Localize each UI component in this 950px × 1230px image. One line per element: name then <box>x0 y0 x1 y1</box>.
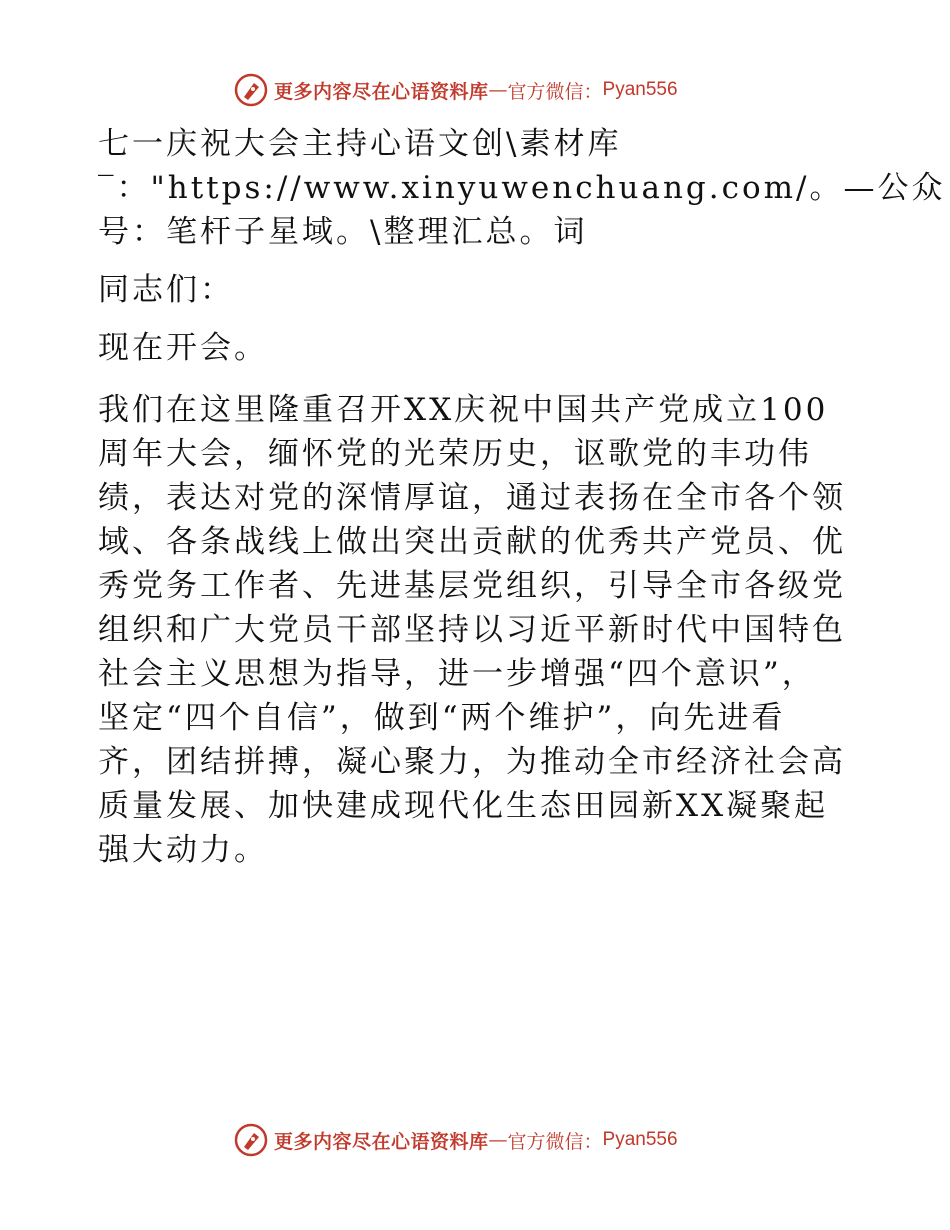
header-banner <box>234 70 714 110</box>
banner-official-label: 官方微信： <box>507 1130 603 1153</box>
banner-wechat-id: Pyan556 <box>602 79 678 100</box>
paragraph-line: 秀党务工作者、先进基层党组织，引导全市各级党 <box>98 568 846 604</box>
greeting: 同志们： <box>98 272 234 308</box>
banner-brand-text: 更多内容尽在心语资料库 <box>274 1130 489 1153</box>
banner-separator: — <box>488 79 508 101</box>
paragraph-line: 绩，表达对党的深情厚谊，通过表扬在全市各个领 <box>98 480 846 516</box>
banner-separator: — <box>488 1129 508 1151</box>
opening-sentence: 现在开会。 <box>98 330 268 366</box>
paragraph-line: 坚定“四个自信”，做到“两个维护”，向先进看 <box>98 700 786 736</box>
document-title: 七一庆祝大会主持心语文创\素材库 <box>98 126 622 162</box>
source-line-1: ‾："https://www.xinyuwenchuang.com/。—公众 <box>98 170 946 206</box>
paragraph-line: 质量发展、加快建成现代化生态田园新XX凝聚起 <box>98 788 829 824</box>
footer-banner <box>234 1120 714 1160</box>
document-body <box>98 122 946 872</box>
source-line-2: 号：笔杆子星域。\整理汇总。词 <box>98 214 588 250</box>
pen-nib-logo-icon <box>234 73 268 107</box>
paragraph-line: 组织和广大党员干部坚持以习近平新时代中国特色 <box>98 612 846 648</box>
paragraph-line: 社会主义思想为指导，进一步增强“四个意识”， <box>98 656 816 692</box>
paragraph-line: 周年大会，缅怀党的光荣历史，讴歌党的丰功伟 <box>98 436 812 472</box>
paragraph-line: 我们在这里隆重召开XX庆祝中国共产党成立100 <box>98 392 829 428</box>
paragraph-line: 齐，团结拼搏，凝心聚力，为推动全市经济社会高 <box>98 744 846 780</box>
banner-wechat-id: Pyan556 <box>602 1129 678 1150</box>
pen-nib-logo-icon <box>234 1123 268 1157</box>
paragraph-line: 强大动力。 <box>98 832 268 868</box>
banner-brand-text: 更多内容尽在心语资料库 <box>274 80 489 103</box>
banner-official-label: 官方微信： <box>507 80 603 103</box>
paragraph-line: 域、各条战线上做出突出贡献的优秀共产党员、优 <box>98 524 846 560</box>
